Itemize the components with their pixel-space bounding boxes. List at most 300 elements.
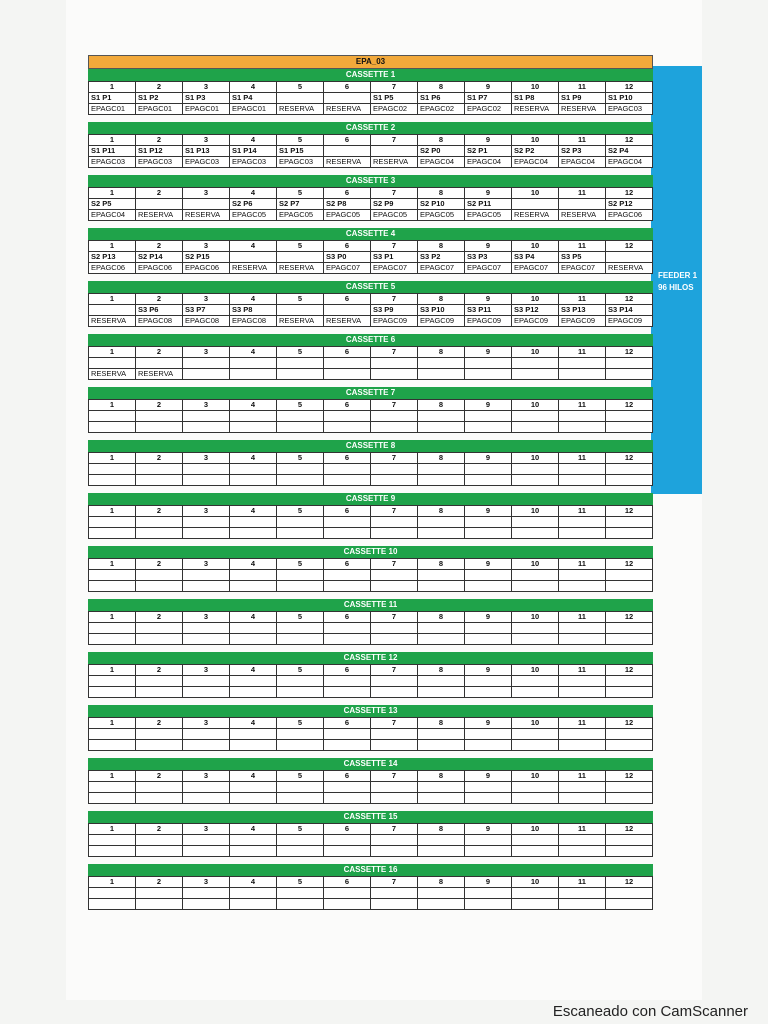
fiber-number-cell: 5 bbox=[277, 400, 324, 411]
fiber-number-cell: 9 bbox=[465, 347, 512, 358]
port-cell bbox=[371, 411, 418, 422]
fiber-number-cell: 5 bbox=[277, 453, 324, 464]
code-cell bbox=[418, 793, 465, 804]
fiber-number-cell: 9 bbox=[465, 400, 512, 411]
port-cell bbox=[371, 835, 418, 846]
feeder-label-line2: 96 HILOS bbox=[658, 283, 694, 292]
port-cell bbox=[136, 623, 183, 634]
code-cell: RESERVA bbox=[277, 104, 324, 115]
port-cell: S1 P12 bbox=[136, 146, 183, 157]
port-cell bbox=[418, 358, 465, 369]
code-cell: EPAGC09 bbox=[512, 316, 559, 327]
port-cell bbox=[371, 623, 418, 634]
code-cell: EPAGC09 bbox=[418, 316, 465, 327]
fiber-number-cell: 9 bbox=[465, 771, 512, 782]
port-cell bbox=[230, 676, 277, 687]
fiber-number-cell: 4 bbox=[230, 877, 277, 888]
cassette-table bbox=[88, 611, 653, 645]
fiber-number-cell: 5 bbox=[277, 135, 324, 146]
code-cell bbox=[371, 422, 418, 433]
port-cell bbox=[559, 729, 606, 740]
table-row bbox=[89, 464, 653, 475]
fiber-number-cell: 9 bbox=[465, 135, 512, 146]
table-row bbox=[89, 104, 653, 115]
fiber-number-cell: 4 bbox=[230, 718, 277, 729]
fiber-number-cell: 2 bbox=[136, 294, 183, 305]
code-cell bbox=[324, 846, 371, 857]
port-cell bbox=[324, 676, 371, 687]
table-row bbox=[89, 411, 653, 422]
code-cell: RESERVA bbox=[89, 316, 136, 327]
cassette-table bbox=[88, 293, 653, 327]
port-cell bbox=[606, 252, 653, 263]
cassette-table bbox=[88, 664, 653, 698]
code-cell bbox=[136, 422, 183, 433]
port-cell: S2 P0 bbox=[418, 146, 465, 157]
port-cell bbox=[136, 411, 183, 422]
fiber-number-cell: 3 bbox=[183, 824, 230, 835]
fiber-number-cell: 11 bbox=[559, 347, 606, 358]
code-cell: EPAGC07 bbox=[371, 263, 418, 274]
fiber-number-cell: 11 bbox=[559, 612, 606, 623]
table-row bbox=[89, 782, 653, 793]
port-cell bbox=[371, 464, 418, 475]
code-cell bbox=[89, 740, 136, 751]
fiber-number-cell: 12 bbox=[606, 665, 653, 676]
cassette-title: CASSETTE 7 bbox=[88, 387, 653, 399]
code-cell bbox=[183, 846, 230, 857]
port-cell bbox=[136, 517, 183, 528]
fiber-number-cell: 7 bbox=[371, 824, 418, 835]
fiber-number-cell: 6 bbox=[324, 877, 371, 888]
table-row bbox=[89, 517, 653, 528]
port-cell bbox=[324, 305, 371, 316]
port-cell bbox=[371, 570, 418, 581]
code-cell bbox=[418, 581, 465, 592]
code-cell bbox=[606, 581, 653, 592]
fiber-number-cell: 12 bbox=[606, 612, 653, 623]
fiber-number-cell: 1 bbox=[89, 135, 136, 146]
code-cell bbox=[183, 687, 230, 698]
table-row bbox=[89, 718, 653, 729]
code-cell bbox=[277, 581, 324, 592]
table-row bbox=[89, 877, 653, 888]
port-cell: S2 P7 bbox=[277, 199, 324, 210]
fiber-number-cell: 1 bbox=[89, 294, 136, 305]
code-cell bbox=[136, 581, 183, 592]
fiber-number-cell: 11 bbox=[559, 877, 606, 888]
port-cell bbox=[324, 93, 371, 104]
table-row bbox=[89, 252, 653, 263]
fiber-number-cell: 12 bbox=[606, 506, 653, 517]
code-cell bbox=[512, 528, 559, 539]
port-cell: S2 P12 bbox=[606, 199, 653, 210]
fiber-number-cell: 11 bbox=[559, 241, 606, 252]
cassette-table bbox=[88, 876, 653, 910]
fiber-number-cell: 8 bbox=[418, 612, 465, 623]
code-cell bbox=[183, 740, 230, 751]
code-cell: RESERVA bbox=[324, 157, 371, 168]
code-cell bbox=[371, 581, 418, 592]
cassette-block bbox=[88, 281, 653, 334]
cassette-table bbox=[88, 505, 653, 539]
cassette-table bbox=[88, 346, 653, 380]
port-cell bbox=[183, 888, 230, 899]
port-cell: S1 P11 bbox=[89, 146, 136, 157]
fiber-number-cell: 11 bbox=[559, 506, 606, 517]
fiber-number-cell: 11 bbox=[559, 771, 606, 782]
feeder-label bbox=[658, 270, 718, 294]
fiber-number-cell: 5 bbox=[277, 824, 324, 835]
code-cell bbox=[324, 581, 371, 592]
fiber-number-cell: 1 bbox=[89, 506, 136, 517]
fiber-number-cell: 1 bbox=[89, 188, 136, 199]
table-row bbox=[89, 358, 653, 369]
code-cell bbox=[606, 422, 653, 433]
port-cell bbox=[277, 676, 324, 687]
fiber-number-cell: 6 bbox=[324, 824, 371, 835]
port-cell bbox=[183, 517, 230, 528]
port-cell bbox=[89, 835, 136, 846]
fiber-number-cell: 3 bbox=[183, 665, 230, 676]
cassette-table bbox=[88, 399, 653, 433]
code-cell: EPAGC07 bbox=[418, 263, 465, 274]
fiber-number-cell: 7 bbox=[371, 400, 418, 411]
fiber-number-cell: 10 bbox=[512, 453, 559, 464]
code-cell bbox=[559, 687, 606, 698]
fiber-number-cell: 6 bbox=[324, 559, 371, 570]
fiber-number-cell: 5 bbox=[277, 877, 324, 888]
port-cell: S3 P8 bbox=[230, 305, 277, 316]
code-cell bbox=[277, 793, 324, 804]
fiber-number-cell: 6 bbox=[324, 294, 371, 305]
fiber-number-cell: 6 bbox=[324, 400, 371, 411]
table-row bbox=[89, 453, 653, 464]
port-cell bbox=[136, 888, 183, 899]
port-cell bbox=[512, 570, 559, 581]
code-cell bbox=[89, 422, 136, 433]
fiber-number-cell: 11 bbox=[559, 188, 606, 199]
table-row bbox=[89, 316, 653, 327]
cassette-block bbox=[88, 652, 653, 705]
cassette-title: CASSETTE 9 bbox=[88, 493, 653, 505]
cassette-block bbox=[88, 387, 653, 440]
table-row bbox=[89, 294, 653, 305]
code-cell bbox=[559, 422, 606, 433]
code-cell: EPAGC07 bbox=[512, 263, 559, 274]
code-cell: EPAGC04 bbox=[606, 157, 653, 168]
port-cell bbox=[465, 729, 512, 740]
fiber-number-cell: 3 bbox=[183, 506, 230, 517]
port-cell bbox=[606, 411, 653, 422]
table-row bbox=[89, 146, 653, 157]
cassette-title: CASSETTE 10 bbox=[88, 546, 653, 558]
port-cell: S2 P14 bbox=[136, 252, 183, 263]
code-cell bbox=[136, 740, 183, 751]
port-cell: S2 P9 bbox=[371, 199, 418, 210]
code-cell bbox=[183, 634, 230, 645]
fiber-number-cell: 11 bbox=[559, 824, 606, 835]
port-cell bbox=[324, 782, 371, 793]
cassette-table bbox=[88, 81, 653, 115]
port-cell bbox=[230, 517, 277, 528]
cassette-block bbox=[88, 228, 653, 281]
code-cell bbox=[371, 475, 418, 486]
code-cell: RESERVA bbox=[89, 369, 136, 380]
code-cell bbox=[418, 687, 465, 698]
fiber-number-cell: 4 bbox=[230, 824, 277, 835]
fiber-number-cell: 8 bbox=[418, 718, 465, 729]
fiber-number-cell: 9 bbox=[465, 718, 512, 729]
port-cell bbox=[465, 358, 512, 369]
code-cell bbox=[230, 475, 277, 486]
code-cell bbox=[371, 369, 418, 380]
code-cell bbox=[324, 475, 371, 486]
port-cell bbox=[277, 305, 324, 316]
port-cell bbox=[371, 358, 418, 369]
cassette-title: CASSETTE 13 bbox=[88, 705, 653, 717]
code-cell bbox=[230, 687, 277, 698]
port-cell: S3 P6 bbox=[136, 305, 183, 316]
fiber-number-cell: 1 bbox=[89, 241, 136, 252]
fiber-number-cell: 7 bbox=[371, 771, 418, 782]
code-cell bbox=[465, 528, 512, 539]
fiber-number-cell: 2 bbox=[136, 188, 183, 199]
port-cell: S1 P2 bbox=[136, 93, 183, 104]
code-cell bbox=[136, 687, 183, 698]
fiber-number-cell: 4 bbox=[230, 506, 277, 517]
port-cell bbox=[89, 676, 136, 687]
port-cell: S3 P2 bbox=[418, 252, 465, 263]
fiber-number-cell: 2 bbox=[136, 506, 183, 517]
code-cell: RESERVA bbox=[136, 210, 183, 221]
code-cell bbox=[512, 687, 559, 698]
cassette-table bbox=[88, 558, 653, 592]
port-cell: S3 P11 bbox=[465, 305, 512, 316]
port-cell bbox=[418, 411, 465, 422]
code-cell bbox=[512, 793, 559, 804]
port-cell bbox=[512, 358, 559, 369]
fiber-number-cell: 2 bbox=[136, 771, 183, 782]
fiber-number-cell: 12 bbox=[606, 400, 653, 411]
code-cell bbox=[606, 528, 653, 539]
port-cell bbox=[230, 782, 277, 793]
fiber-number-cell: 1 bbox=[89, 559, 136, 570]
fiber-number-cell: 7 bbox=[371, 506, 418, 517]
code-cell: EPAGC05 bbox=[324, 210, 371, 221]
port-cell: S3 P13 bbox=[559, 305, 606, 316]
code-cell bbox=[324, 899, 371, 910]
code-cell: RESERVA bbox=[324, 316, 371, 327]
port-cell bbox=[418, 835, 465, 846]
code-cell: RESERVA bbox=[559, 210, 606, 221]
port-cell bbox=[559, 199, 606, 210]
port-cell bbox=[512, 517, 559, 528]
code-cell bbox=[136, 793, 183, 804]
code-cell: EPAGC05 bbox=[418, 210, 465, 221]
port-cell bbox=[371, 146, 418, 157]
code-cell bbox=[606, 740, 653, 751]
port-cell bbox=[465, 888, 512, 899]
fiber-number-cell: 10 bbox=[512, 824, 559, 835]
fiber-number-cell: 2 bbox=[136, 665, 183, 676]
code-cell bbox=[559, 634, 606, 645]
code-cell bbox=[418, 528, 465, 539]
port-cell bbox=[606, 623, 653, 634]
port-cell: S2 P3 bbox=[559, 146, 606, 157]
code-cell bbox=[606, 475, 653, 486]
port-cell bbox=[136, 358, 183, 369]
fiber-number-cell: 8 bbox=[418, 665, 465, 676]
port-cell bbox=[183, 411, 230, 422]
port-cell bbox=[89, 517, 136, 528]
code-cell: EPAGC03 bbox=[230, 157, 277, 168]
fiber-number-cell: 3 bbox=[183, 294, 230, 305]
fiber-number-cell: 4 bbox=[230, 559, 277, 570]
code-cell: EPAGC06 bbox=[183, 263, 230, 274]
fiber-number-cell: 9 bbox=[465, 877, 512, 888]
port-cell bbox=[559, 517, 606, 528]
port-cell bbox=[418, 517, 465, 528]
code-cell: EPAGC05 bbox=[465, 210, 512, 221]
port-cell bbox=[418, 729, 465, 740]
code-cell bbox=[89, 634, 136, 645]
port-cell: S1 P14 bbox=[230, 146, 277, 157]
port-cell bbox=[136, 729, 183, 740]
code-cell: EPAGC04 bbox=[465, 157, 512, 168]
port-cell bbox=[277, 358, 324, 369]
code-cell bbox=[324, 422, 371, 433]
port-cell bbox=[324, 570, 371, 581]
fiber-number-cell: 7 bbox=[371, 294, 418, 305]
code-cell bbox=[512, 369, 559, 380]
fiber-number-cell: 3 bbox=[183, 559, 230, 570]
port-cell: S3 P12 bbox=[512, 305, 559, 316]
port-cell bbox=[371, 517, 418, 528]
cassette-title: CASSETTE 12 bbox=[88, 652, 653, 664]
code-cell bbox=[512, 740, 559, 751]
port-cell bbox=[183, 199, 230, 210]
cassette-block bbox=[88, 175, 653, 228]
code-cell: EPAGC04 bbox=[512, 157, 559, 168]
table-row bbox=[89, 210, 653, 221]
fiber-number-cell: 4 bbox=[230, 347, 277, 358]
table-row bbox=[89, 135, 653, 146]
code-cell: EPAGC06 bbox=[606, 210, 653, 221]
port-cell bbox=[324, 729, 371, 740]
fiber-number-cell: 1 bbox=[89, 82, 136, 93]
fiber-number-cell: 10 bbox=[512, 82, 559, 93]
table-row bbox=[89, 687, 653, 698]
code-cell: EPAGC03 bbox=[277, 157, 324, 168]
fiber-number-cell: 8 bbox=[418, 877, 465, 888]
fiber-number-cell: 12 bbox=[606, 718, 653, 729]
fiber-number-cell: 10 bbox=[512, 559, 559, 570]
fiber-number-cell: 8 bbox=[418, 506, 465, 517]
fiber-number-cell: 5 bbox=[277, 294, 324, 305]
port-cell bbox=[183, 676, 230, 687]
code-cell bbox=[371, 793, 418, 804]
fiber-number-cell: 11 bbox=[559, 82, 606, 93]
code-cell bbox=[559, 899, 606, 910]
fiber-number-cell: 11 bbox=[559, 135, 606, 146]
port-cell bbox=[230, 411, 277, 422]
code-cell bbox=[465, 422, 512, 433]
fiber-number-cell: 12 bbox=[606, 453, 653, 464]
port-cell bbox=[418, 888, 465, 899]
port-cell bbox=[418, 464, 465, 475]
port-cell bbox=[324, 623, 371, 634]
fiber-number-cell: 3 bbox=[183, 718, 230, 729]
code-cell: EPAGC07 bbox=[559, 263, 606, 274]
fiber-number-cell: 11 bbox=[559, 559, 606, 570]
code-cell: RESERVA bbox=[324, 104, 371, 115]
fiber-number-cell: 7 bbox=[371, 453, 418, 464]
port-cell bbox=[277, 464, 324, 475]
code-cell: EPAGC05 bbox=[371, 210, 418, 221]
port-cell: S2 P6 bbox=[230, 199, 277, 210]
fiber-number-cell: 12 bbox=[606, 559, 653, 570]
port-cell: S3 P7 bbox=[183, 305, 230, 316]
code-cell bbox=[230, 634, 277, 645]
port-cell bbox=[183, 570, 230, 581]
code-cell: EPAGC03 bbox=[183, 157, 230, 168]
code-cell: EPAGC06 bbox=[89, 263, 136, 274]
code-cell: EPAGC04 bbox=[559, 157, 606, 168]
port-cell bbox=[512, 199, 559, 210]
code-cell bbox=[324, 687, 371, 698]
table-row bbox=[89, 422, 653, 433]
code-cell bbox=[465, 687, 512, 698]
code-cell bbox=[277, 422, 324, 433]
fiber-number-cell: 9 bbox=[465, 506, 512, 517]
port-cell bbox=[89, 411, 136, 422]
code-cell: EPAGC09 bbox=[465, 316, 512, 327]
fiber-number-cell: 8 bbox=[418, 559, 465, 570]
fiber-number-cell: 2 bbox=[136, 453, 183, 464]
fiber-number-cell: 7 bbox=[371, 347, 418, 358]
port-cell bbox=[183, 729, 230, 740]
port-cell: S1 P10 bbox=[606, 93, 653, 104]
port-cell bbox=[230, 252, 277, 263]
fiber-number-cell: 9 bbox=[465, 665, 512, 676]
code-cell bbox=[230, 740, 277, 751]
port-cell: S3 P4 bbox=[512, 252, 559, 263]
port-cell bbox=[606, 729, 653, 740]
table-row bbox=[89, 888, 653, 899]
cassette-block bbox=[88, 758, 653, 811]
table-row bbox=[89, 899, 653, 910]
port-cell bbox=[183, 835, 230, 846]
code-cell bbox=[371, 899, 418, 910]
cassette-block bbox=[88, 705, 653, 758]
code-cell bbox=[277, 740, 324, 751]
code-cell bbox=[89, 581, 136, 592]
code-cell bbox=[559, 528, 606, 539]
port-cell: S3 P3 bbox=[465, 252, 512, 263]
code-cell bbox=[136, 475, 183, 486]
fiber-number-cell: 9 bbox=[465, 559, 512, 570]
port-cell bbox=[277, 570, 324, 581]
fiber-number-cell: 9 bbox=[465, 453, 512, 464]
code-cell: EPAGC04 bbox=[89, 210, 136, 221]
port-cell bbox=[277, 252, 324, 263]
table-row bbox=[89, 82, 653, 93]
cassette-title: CASSETTE 4 bbox=[88, 228, 653, 240]
port-cell bbox=[230, 623, 277, 634]
port-cell bbox=[512, 888, 559, 899]
fiber-number-cell: 11 bbox=[559, 453, 606, 464]
